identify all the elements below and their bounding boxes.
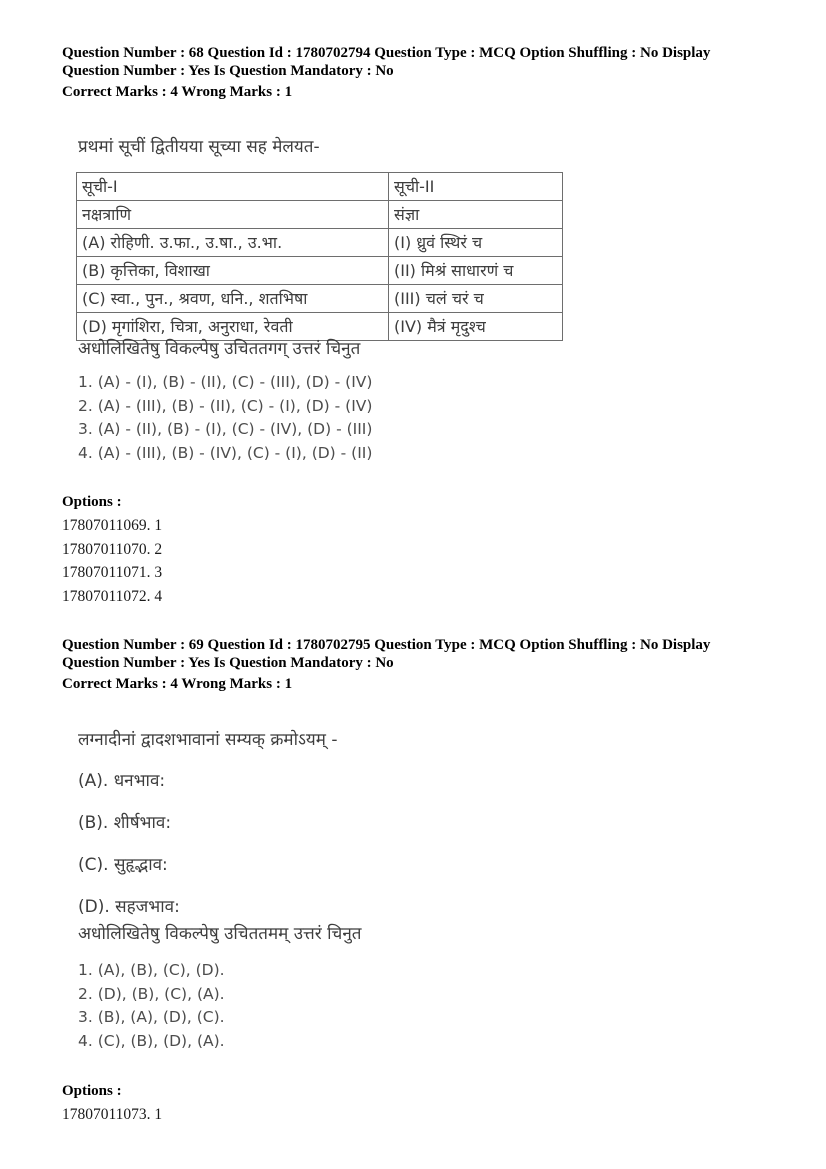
table-cell-item-iv: (IV) मैत्रं मृदुश्च <box>389 313 563 341</box>
question-69-header-line1: Question Number : 69 Question Id : 1780702795 Question Type : MCQ Option Shuffling : No Display <box>62 637 711 653</box>
option-id-item-4: 17807011072. 4 <box>62 587 163 605</box>
question-68-options-label: Options : <box>62 494 122 510</box>
table-row <box>77 257 563 285</box>
table-cell-list1-subheader: नक्षत्राणि <box>77 201 389 229</box>
question-68-text: प्रथमां सूचीं द्वितीयया सूच्या सह मेलयत- <box>78 137 320 157</box>
question-68-marks-line: Correct Marks : 4 Wrong Marks : 1 <box>62 84 293 100</box>
question-68-instruction: अधोलिखितेषु विकल्पेषु उचिततगग् उत्तरं चिनुत <box>78 339 361 359</box>
question-69-header <box>62 636 772 672</box>
table-cell-list2-header: सूची-II <box>389 173 563 201</box>
question-68-match-table <box>76 172 563 341</box>
table-cell-list1-header: सूची-I <box>77 173 389 201</box>
choice-item-3: 3. (B), (A), (D), (C). <box>78 1008 225 1026</box>
option-id-item-3: 17807011071. 3 <box>62 564 163 581</box>
question-69-instruction: अधोलिखितेषु विकल्पेषु उचिततमम् उत्तरं चिनुत <box>78 924 362 944</box>
question-68-choices <box>78 371 372 465</box>
option-id-item-2: 17807011070. 2 <box>62 540 163 558</box>
choice-item-4: 4. (A) - (III), (B) - (IV), (C) - (I), (D) - (II) <box>78 443 373 462</box>
answer-item-a: (A). धनभाव: <box>78 771 166 791</box>
choice-item-3: 3. (A) - (II), (B) - (I), (C) - (IV), (D) - (III) <box>78 420 373 438</box>
table-row <box>77 201 563 229</box>
answer-item-d: (D). सहजभाव: <box>78 897 180 917</box>
question-69-option-ids <box>62 1103 162 1127</box>
question-69-answers <box>78 768 180 936</box>
table-row <box>77 229 563 257</box>
option-id-item-1: 17807011069. 1 <box>62 517 163 534</box>
question-68-option-ids <box>62 514 162 608</box>
choice-item-1: 1. (A) - (I), (B) - (II), (C) - (III), (D) - (IV) <box>78 373 373 391</box>
table-cell-item-c: (C) स्वा., पुन., श्रवण, धनि., शतभिषा <box>77 285 389 313</box>
question-69-header-line2: Question Number : Yes Is Question Mandatory : No <box>62 655 394 671</box>
table-cell-item-a: (A) रोहिणी. उ.फा., उ.षा., उ.भा. <box>77 229 389 257</box>
question-69-marks-line: Correct Marks : 4 Wrong Marks : 1 <box>62 676 293 692</box>
table-cell-item-iii: (III) चलं चरं च <box>389 285 563 313</box>
question-69-choices <box>78 959 225 1053</box>
table-cell-item-i: (I) ध्रुवं स्थिरं च <box>389 229 563 257</box>
question-68-header-line2: Question Number : Yes Is Question Mandatory : No <box>62 63 394 79</box>
table-cell-item-ii: (II) मिश्रं साधारणं च <box>389 257 563 285</box>
choice-item-2: 2. (A) - (III), (B) - (II), (C) - (I), (D) - (IV) <box>78 396 373 415</box>
choice-item-2: 2. (D), (B), (C), (A). <box>78 984 225 1003</box>
table-row <box>77 285 563 313</box>
table-cell-item-d: (D) मृगांशिरा, चित्रा, अनुराधा, रेवती <box>77 313 389 341</box>
question-69-text: लग्नादीनां द्वादशभावानां सम्यक् क्रमोऽयम् - <box>78 730 338 750</box>
table-row <box>77 173 563 201</box>
option-id-item-1: 17807011073. 1 <box>62 1106 163 1123</box>
answer-item-c: (C). सुहृद्भाव: <box>78 855 168 875</box>
table-cell-item-b: (B) कृत्तिका, विशाखा <box>77 257 389 285</box>
question-68-header-line1: Question Number : 68 Question Id : 1780702794 Question Type : MCQ Option Shuffling : No Display <box>62 45 711 61</box>
question-68-header <box>62 44 772 80</box>
answer-item-b: (B). शीर्षभाव: <box>78 813 172 833</box>
table-cell-list2-subheader: संज्ञा <box>389 201 563 229</box>
choice-item-1: 1. (A), (B), (C), (D). <box>78 961 225 979</box>
choice-item-4: 4. (C), (B), (D), (A). <box>78 1031 225 1050</box>
question-69-options-label: Options : <box>62 1083 122 1099</box>
